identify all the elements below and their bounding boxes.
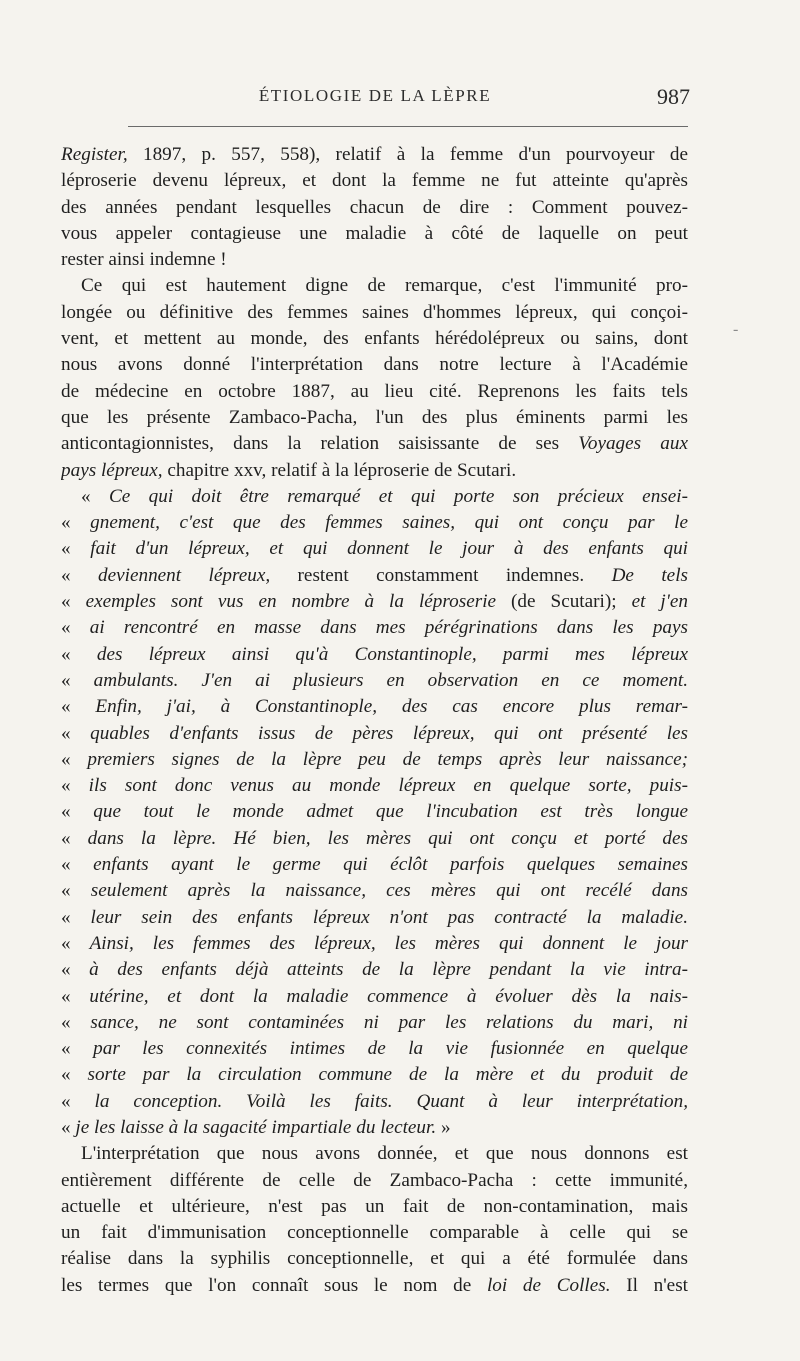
text-span: par les connexités intimes de la vie fusionnée en quelque bbox=[93, 1038, 688, 1060]
text-span: 1897, p. 557, 558), relatif à la femme d'un pourvoyeur de bbox=[127, 144, 688, 165]
text-line bbox=[61, 747, 688, 773]
quote-mark: « bbox=[61, 669, 94, 691]
text-line: Ce qui est hautement digne de remarque, c'est l'immunité pro- bbox=[81, 275, 688, 297]
text-line bbox=[61, 1089, 688, 1115]
text-span: exemples sont vus en nombre à la léproserie bbox=[85, 591, 497, 613]
text-line bbox=[61, 799, 688, 825]
text-span: pays lépreux, bbox=[61, 459, 163, 481]
quote-mark: « bbox=[61, 643, 97, 665]
text-span: loi de Colles. bbox=[486, 1274, 611, 1296]
text-span: enfants ayant le germe qui éclôt parfois quelques semaines bbox=[93, 854, 688, 876]
text-span: ils sont donc venus au monde lépreux en quelque sorte, puis- bbox=[88, 775, 688, 797]
text-span: premiers signes de la lèpre peu de temps après leur naissance; bbox=[87, 748, 688, 770]
text-span: anticontagionnistes, dans la relation saisissante de ses bbox=[61, 433, 579, 455]
quote-mark: « bbox=[61, 696, 96, 718]
text-line bbox=[61, 905, 688, 931]
text-line bbox=[61, 431, 688, 457]
text-line bbox=[61, 510, 688, 536]
text-span: des lépreux ainsi qu'à Constantinople, parmi mes lépreux bbox=[96, 643, 688, 665]
text-line bbox=[61, 458, 688, 484]
text-line bbox=[61, 826, 688, 852]
text-span: ai rencontré en masse dans mes pérégrinations dans les pays bbox=[89, 617, 688, 639]
text-line bbox=[61, 642, 688, 668]
quote-mark: « bbox=[61, 591, 86, 613]
text-line: réalise dans la syphilis conceptionnelle, et qui a été formulée dans bbox=[61, 1248, 688, 1270]
text-span: dans la lèpre. Hé bien, les mères qui ont conçu et porté des bbox=[87, 827, 688, 849]
text-line: rester ainsi indemne ! bbox=[61, 249, 227, 271]
text-line bbox=[61, 878, 688, 904]
text-span: je les laisse à la sagacité impartiale du lecteur. bbox=[75, 1116, 437, 1138]
text-line bbox=[61, 1036, 688, 1062]
text-span: à des enfants déjà atteints de la lèpre pendant la vie intra- bbox=[89, 959, 688, 981]
text-span: Voyages aux bbox=[578, 433, 688, 455]
text-line: vent, et mettent au monde, des enfants hérédolépreux ou sains, dont bbox=[61, 328, 688, 350]
text-line bbox=[61, 1273, 688, 1299]
text-span: deviennent lépreux, bbox=[98, 564, 271, 586]
text-span: Ce qui doit être remarqué et qui porte son précieux ensei- bbox=[108, 485, 688, 507]
text-span: sorte par la circulation commune de la mère et du produit de bbox=[87, 1064, 688, 1086]
text-span: ambulants. J'en ai plusieurs en observation en ce moment. bbox=[93, 669, 688, 691]
text-span: Ainsi, les femmes des lépreux, les mères qui donnent le jour bbox=[89, 932, 688, 954]
text-line: vous appeler contagieuse une maladie à côté de laquelle on peut bbox=[61, 222, 688, 244]
text-line bbox=[61, 957, 688, 983]
margin-mark: - bbox=[733, 321, 739, 338]
text-line: entièrement différente de celle de Zambaco-Pacha : cette immunité, bbox=[61, 1169, 688, 1191]
quote-mark: « bbox=[81, 485, 109, 507]
text-span: quables d'enfants issus de pères lépreux, qui ont présenté les bbox=[90, 722, 688, 744]
text-span: (de Scutari); bbox=[496, 591, 632, 613]
text-line bbox=[61, 1062, 688, 1088]
quote-mark: » bbox=[436, 1116, 451, 1138]
text-line: nous avons donné l'interprétation dans notre lecture à l'Académie bbox=[61, 354, 688, 376]
text-line bbox=[61, 694, 688, 720]
text-span: fait d'un lépreux, et qui donnent le jour à des enfants qui bbox=[90, 538, 688, 560]
quote-mark: « bbox=[61, 512, 91, 534]
quote-mark: « bbox=[61, 1116, 76, 1138]
text-line bbox=[61, 1115, 688, 1141]
text-span: seulement après la naissance, ces mères qui ont recélé dans bbox=[90, 880, 688, 902]
text-line bbox=[61, 773, 688, 799]
text-span: chapitre xxv, relatif à la léproserie de Scutari. bbox=[162, 459, 517, 481]
text-span: De tels bbox=[611, 564, 688, 586]
text-line bbox=[61, 142, 688, 168]
quote-mark: « bbox=[61, 827, 88, 849]
text-line: un fait d'immunisation conceptionnelle comparable à celle qui se bbox=[61, 1222, 688, 1244]
quote-mark: « bbox=[61, 617, 90, 639]
quote-mark: « bbox=[61, 1064, 88, 1086]
quote-mark: « bbox=[61, 722, 91, 744]
quote-mark: « bbox=[61, 932, 90, 954]
text-line: actuelle et ultérieure, n'est pas un fait de non-contamination, mais bbox=[61, 1195, 688, 1217]
page-header bbox=[60, 86, 690, 116]
text-line bbox=[61, 984, 688, 1010]
text-line: L'interprétation que nous avons donnée, et que nous donnons est bbox=[81, 1143, 688, 1165]
text-span: utérine, et dont la maladie commence à évoluer dès la nais- bbox=[89, 985, 688, 1007]
quote-mark: « bbox=[61, 748, 88, 770]
quote-mark: « bbox=[61, 1011, 91, 1033]
text-span: Il n'est bbox=[610, 1274, 688, 1296]
text-line: longée ou définitive des femmes saines d'hommes lépreux, qui conçoi- bbox=[61, 301, 688, 323]
text-span: restent constamment indemnes. bbox=[270, 564, 612, 586]
text-line: que les présente Zambaco-Pacha, l'un des plus éminents parmi les bbox=[61, 406, 688, 428]
text-span: sance, ne sont contaminées ni par les relations du mari, ni bbox=[90, 1011, 688, 1033]
quote-mark: « bbox=[61, 985, 90, 1007]
quote-mark: « bbox=[61, 959, 90, 981]
quote-mark: « bbox=[61, 880, 91, 902]
text-span: et j'en bbox=[631, 591, 688, 613]
quote-mark: « bbox=[61, 854, 94, 876]
text-span: Register, bbox=[61, 144, 128, 165]
text-line bbox=[61, 852, 688, 878]
quote-mark: « bbox=[61, 1090, 95, 1112]
quote-mark: « bbox=[61, 801, 94, 823]
text-line bbox=[61, 563, 688, 589]
header-rule bbox=[128, 126, 688, 127]
page-number: 987 bbox=[657, 84, 690, 109]
text-span: la conception. Voilà les faits. Quant à leur interprétation, bbox=[94, 1090, 688, 1112]
text-span: gnement, c'est que des femmes saines, qui ont conçu par le bbox=[90, 512, 688, 534]
quote-mark: « bbox=[61, 538, 91, 560]
text-line bbox=[61, 484, 688, 510]
quote-mark: « bbox=[61, 906, 91, 928]
running-title: ÉTIOLOGIE DE LA LÈPRE bbox=[258, 86, 492, 105]
text-line bbox=[61, 1010, 688, 1036]
quote-mark: « bbox=[61, 775, 89, 797]
text-line bbox=[61, 668, 688, 694]
text-span: leur sein des enfants lépreux n'ont pas contracté la maladie. bbox=[90, 906, 688, 928]
text-span: que tout le monde admet que l'incubation est très longue bbox=[93, 801, 688, 823]
text-line bbox=[61, 931, 688, 957]
text-line: de médecine en octobre 1887, au lieu cité. Reprenons les faits tels bbox=[61, 380, 688, 402]
text-line bbox=[61, 589, 688, 615]
text-line: des années pendant lesquelles chacun de dire : Comment pouvez- bbox=[61, 196, 688, 218]
text-line: léproserie devenu lépreux, et dont la femme ne fut atteinte qu'après bbox=[61, 170, 688, 192]
text-span: Enfin, j'ai, à Constantinople, des cas encore plus remar- bbox=[95, 696, 688, 718]
text-line bbox=[61, 536, 688, 562]
text-line bbox=[61, 721, 688, 747]
body-text bbox=[61, 142, 688, 1299]
text-span: les termes que l'on connaît sous le nom de bbox=[61, 1274, 487, 1296]
quote-mark: « bbox=[61, 1038, 94, 1060]
quote-mark: « bbox=[61, 564, 98, 586]
text-line bbox=[61, 615, 688, 641]
